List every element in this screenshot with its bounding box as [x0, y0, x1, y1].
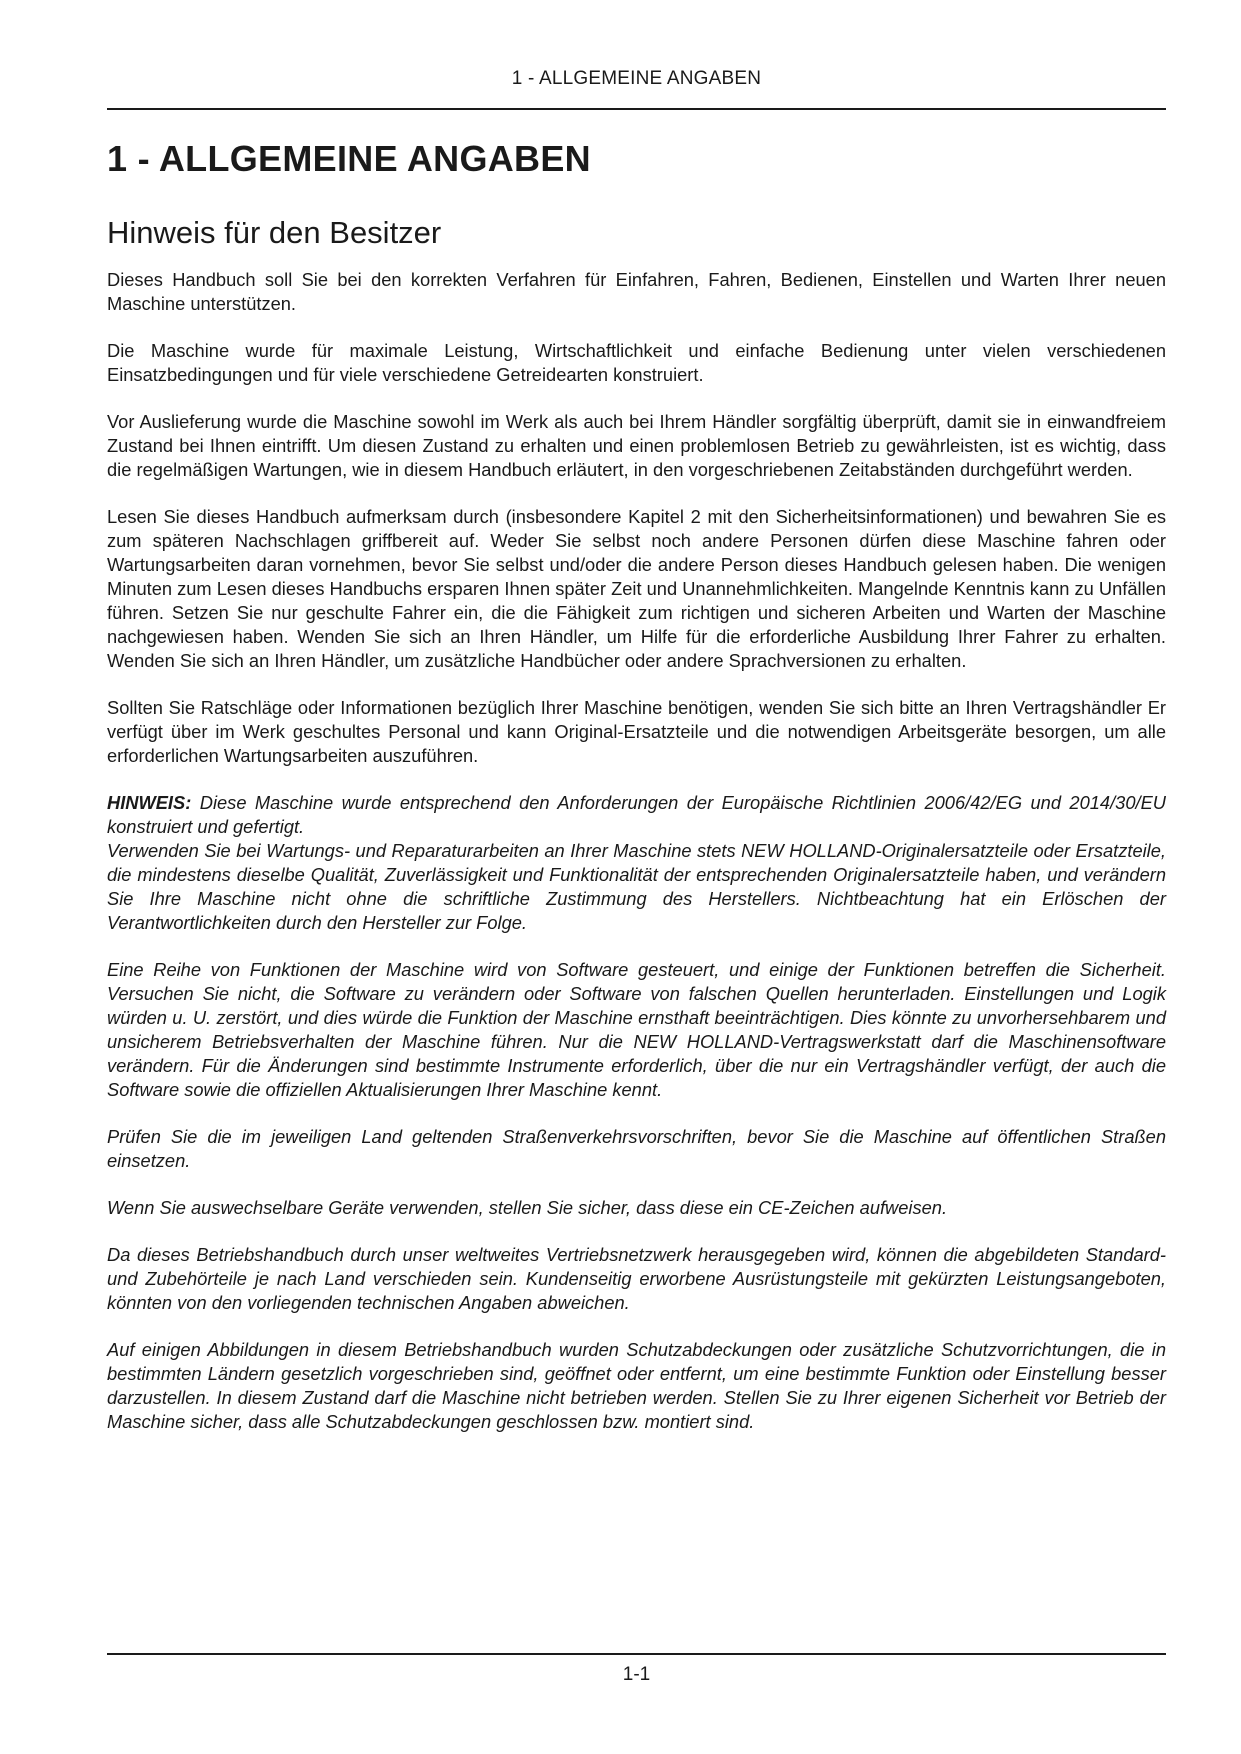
paragraph-delivery: Vor Auslieferung wurde die Maschine sowohl im Werk als auch bei Ihrem Händler sorgfältig überprüft, damit sie in einwandfreiem Zustand bei Ihnen eintrifft. Um diesen Zustand zu erhalten und einen problemlosen Betrieb zu gewährleisten, ist es wichtig, dass die regelmäßigen Wartungen, wie in diesem Handbuch erläutert, in den vorgeschriebenen Zeitabständen durchgeführt werden. [107, 411, 1166, 480]
body-text [107, 268, 1166, 1457]
chapter-title: 1 - ALLGEMEINE ANGABEN [107, 138, 591, 179]
notice-road-traffic: Prüfen Sie die im jeweiligen Land geltenden Straßenverkehrsvorschriften, bevor Sie die Maschine auf öffentlichen Straßen einsetzen. [107, 1126, 1166, 1171]
paragraph-read-manual: Lesen Sie dieses Handbuch aufmerksam durch (insbesondere Kapitel 2 mit den Sicherheitsinformationen) und bewahren Sie es zum späteren Nachschlagen griffbereit auf. Weder Sie selbst noch andere Personen dürfen diese Maschine fahren oder Wartungsarbeiten daran vornehmen, bevor Sie selbst und/oder die andere Person dieses Handbuch gelesen haben. Die wenigen Minuten zum Lesen dieses Handbuchs ersparen Ihnen später Zeit und Unannehmlichkeiten. Mangelnde Kenntnis kann zu Unfällen führen. Setzen Sie nur geschulte Fahrer ein, die die Fähigkeit zum richtigen und sicheren Arbeiten und Warten der Maschine nachgewiesen haben. Wenden Sie sich an Ihren Händler, um Hilfe für die erforderliche Ausbildung Ihrer Fahrer zu erhalten. Wenden Sie sich an Ihren Händler, um zusätzliche Handbücher oder andere Sprachversionen zu erhalten. [107, 506, 1166, 671]
notice-directives [107, 791, 1166, 839]
running-header: 1 - ALLGEMEINE ANGABEN [511, 68, 762, 89]
notice-spare-parts: Verwenden Sie bei Wartungs- und Reparaturarbeiten an Ihrer Maschine stets NEW HOLLAND-Originalersatzteile oder Ersatzteile, die mindestens dieselbe Qualität, Zuverlässigkeit und Funktionalität der entsprechenden Originalersatzteile haben, und verändern Sie Ihre Maschine nicht ohne die schriftliche Zustimmung des Herstellers. Nichtbeachtung hat ein Erlöschen der Verantwortlichkeiten durch den Hersteller zur Folge. [107, 840, 1166, 933]
page-number: 1-1 [622, 1664, 651, 1685]
notice-directives-text: Diese Maschine wurde entsprechend den Anforderungen der Europäische Richtlinien 2006/42/EG und 2014/30/EU konstruiert und gefertigt. [107, 792, 1166, 837]
document-page [107, 0, 1166, 1754]
footer-divider [107, 1653, 1166, 1655]
paragraph-intro: Dieses Handbuch soll Sie bei den korrekten Verfahren für Einfahren, Fahren, Bedienen, Einstellen und Warten Ihrer neuen Maschine unterstützen. [107, 269, 1166, 314]
paragraph-design: Die Maschine wurde für maximale Leistung, Wirtschaftlichkeit und einfache Bedienung unter vielen verschiedenen Einsatzbedingungen und für viele verschiedene Getreidearten konstruiert. [107, 340, 1166, 385]
notice-label: HINWEIS: [107, 792, 192, 813]
notice-software: Eine Reihe von Funktionen der Maschine wird von Software gesteuert, und einige der Funktionen betreffen die Sicherheit. Versuchen Sie nicht, die Software zu verändern oder Software von falschen Quellen herunterladen. Einstellungen und Logik würden u. U. zerstört, und dies würde die Funktion der Maschine ernsthaft beeinträchtigen. Dies könnte zu unvorhersehbarem und unsicherem Betriebsverhalten der Maschine führen. Nur die NEW HOLLAND-Vertragswerkstatt darf die Maschinensoftware verändern. Für die Änderungen sind bestimmte Instrumente erforderlich, über die nur ein Vertragshändler verfügt, der auch die Software sowie die offiziellen Aktualisierungen Ihrer Maschine kennt. [107, 959, 1166, 1100]
notice-guards: Auf einigen Abbildungen in diesem Betriebshandbuch wurden Schutzabdeckungen oder zusätzliche Schutzvorrichtungen, die in bestimmten Ländern gesetzlich vorgeschrieben sind, geöffnet oder entfernt, um eine bestimmte Funktion oder Einstellung besser darzustellen. In diesem Zustand darf die Maschine nicht betrieben werden. Stellen Sie zu Ihrer eigenen Sicherheit vor Betrieb der Maschine sicher, dass alle Schutzabdeckungen geschlossen bzw. montiert sind. [107, 1339, 1166, 1432]
header-divider [107, 108, 1166, 110]
section-title: Hinweis für den Besitzer [107, 215, 442, 250]
notice-country-variants: Da dieses Betriebshandbuch durch unser weltweites Vertriebsnetzwerk herausgegeben wird, können die abgebildeten Standard- und Zubehörteile je nach Land verschieden sein. Kundenseitig erworbene Ausrüstungsteile mit gekürzten Leistungsangeboten, könnten von den vorliegenden technischen Angaben abweichen. [107, 1244, 1166, 1313]
paragraph-dealer: Sollten Sie Ratschläge oder Informationen bezüglich Ihrer Maschine benötigen, wenden Sie sich bitte an Ihren Vertragshändler Er verfügt über im Werk geschultes Personal und kann Original-Ersatzteile und die notwendigen Arbeitsgeräte besorgen, um alle erforderlichen Wartungsarbeiten auszuführen. [107, 697, 1166, 766]
notice-ce-mark: Wenn Sie auswechselbare Geräte verwenden, stellen Sie sicher, dass diese ein CE-Zeichen aufweisen. [107, 1197, 948, 1218]
